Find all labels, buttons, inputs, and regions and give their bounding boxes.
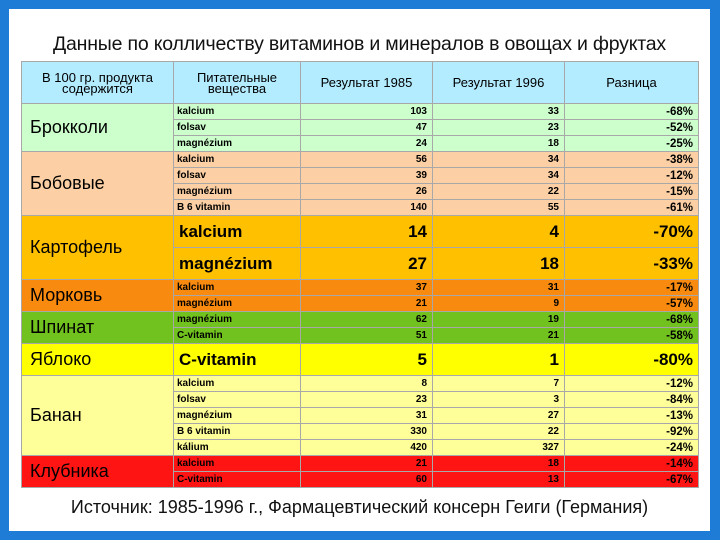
result-1985: 103 — [301, 104, 433, 120]
difference: -38% — [565, 152, 699, 168]
result-1985: 5 — [301, 344, 433, 376]
result-1985: 24 — [301, 136, 433, 152]
result-1996: 23 — [433, 120, 565, 136]
result-1996: 34 — [433, 168, 565, 184]
nutrient-name: magnézium — [174, 184, 301, 200]
header-product: В 100 гр. продукта содержится — [22, 62, 174, 104]
nutrient-name: kalcium — [174, 216, 301, 248]
nutrient-name: C-vitamin — [174, 472, 301, 488]
header-result-1985: Результат 1985 — [301, 62, 433, 104]
result-1996: 4 — [433, 216, 565, 248]
vitamin-table — [21, 61, 699, 488]
result-1996: 18 — [433, 248, 565, 280]
nutrient-name: C-vitamin — [174, 344, 301, 376]
table-row — [22, 152, 699, 168]
difference: -12% — [565, 168, 699, 184]
nutrient-name: magnézium — [174, 408, 301, 424]
difference: -13% — [565, 408, 699, 424]
nutrient-name: B 6 vitamin — [174, 200, 301, 216]
result-1996: 18 — [433, 136, 565, 152]
nutrient-name: kalcium — [174, 104, 301, 120]
difference: -68% — [565, 312, 699, 328]
result-1996: 7 — [433, 376, 565, 392]
result-1985: 27 — [301, 248, 433, 280]
result-1985: 51 — [301, 328, 433, 344]
result-1985: 8 — [301, 376, 433, 392]
result-1996: 327 — [433, 440, 565, 456]
table-row — [22, 312, 699, 328]
nutrient-name: kalcium — [174, 152, 301, 168]
nutrient-name: C-vitamin — [174, 328, 301, 344]
result-1985: 47 — [301, 120, 433, 136]
result-1996: 27 — [433, 408, 565, 424]
difference: -14% — [565, 456, 699, 472]
difference: -17% — [565, 280, 699, 296]
difference: -33% — [565, 248, 699, 280]
nutrient-name: kalcium — [174, 280, 301, 296]
table-row — [22, 376, 699, 392]
product-name: Яблоко — [22, 344, 174, 376]
result-1985: 420 — [301, 440, 433, 456]
source-note: Источник: 1985-1996 г., Фармацевтический консерн Геиги (Германия) — [70, 497, 649, 517]
product-name: Банан — [22, 376, 174, 456]
result-1996: 33 — [433, 104, 565, 120]
result-1985: 31 — [301, 408, 433, 424]
result-1985: 21 — [301, 296, 433, 312]
difference: -84% — [565, 392, 699, 408]
difference: -25% — [565, 136, 699, 152]
result-1985: 26 — [301, 184, 433, 200]
difference: -61% — [565, 200, 699, 216]
slide-title: Данные по колличеству витаминов и минералов в овощах и фруктах — [53, 33, 666, 55]
result-1985: 39 — [301, 168, 433, 184]
result-1985: 140 — [301, 200, 433, 216]
slide — [9, 9, 710, 531]
result-1996: 22 — [433, 184, 565, 200]
table-row — [22, 104, 699, 120]
result-1996: 34 — [433, 152, 565, 168]
difference: -24% — [565, 440, 699, 456]
table-header-row — [22, 62, 699, 104]
table-body — [22, 104, 699, 488]
product-name: Брокколи — [22, 104, 174, 152]
result-1985: 60 — [301, 472, 433, 488]
result-1996: 55 — [433, 200, 565, 216]
product-name: Клубника — [22, 456, 174, 488]
table-row — [22, 344, 699, 376]
table-row — [22, 456, 699, 472]
result-1996: 13 — [433, 472, 565, 488]
difference: -52% — [565, 120, 699, 136]
result-1985: 37 — [301, 280, 433, 296]
product-name: Картофель — [22, 216, 174, 280]
difference: -15% — [565, 184, 699, 200]
nutrient-name: kalcium — [174, 376, 301, 392]
nutrient-name: folsav — [174, 168, 301, 184]
header-difference: Разница — [565, 62, 699, 104]
table-row — [22, 280, 699, 296]
result-1996: 31 — [433, 280, 565, 296]
product-name: Морковь — [22, 280, 174, 312]
result-1996: 19 — [433, 312, 565, 328]
difference: -80% — [565, 344, 699, 376]
nutrient-name: magnézium — [174, 296, 301, 312]
result-1985: 23 — [301, 392, 433, 408]
product-name: Шпинат — [22, 312, 174, 344]
result-1996: 1 — [433, 344, 565, 376]
nutrient-name: magnézium — [174, 248, 301, 280]
nutrient-name: B 6 vitamin — [174, 424, 301, 440]
difference: -70% — [565, 216, 699, 248]
result-1996: 22 — [433, 424, 565, 440]
result-1985: 14 — [301, 216, 433, 248]
result-1996: 18 — [433, 456, 565, 472]
nutrient-name: kálium — [174, 440, 301, 456]
nutrient-name: kalcium — [174, 456, 301, 472]
header-nutrient: Питательные вещества — [174, 62, 301, 104]
nutrient-name: folsav — [174, 392, 301, 408]
result-1985: 330 — [301, 424, 433, 440]
nutrient-name: folsav — [174, 120, 301, 136]
header-result-1996: Результат 1996 — [433, 62, 565, 104]
difference: -58% — [565, 328, 699, 344]
table-row — [22, 216, 699, 248]
difference: -57% — [565, 296, 699, 312]
result-1996: 3 — [433, 392, 565, 408]
result-1985: 21 — [301, 456, 433, 472]
difference: -68% — [565, 104, 699, 120]
product-name: Бобовые — [22, 152, 174, 216]
result-1985: 62 — [301, 312, 433, 328]
difference: -67% — [565, 472, 699, 488]
difference: -92% — [565, 424, 699, 440]
nutrient-name: magnézium — [174, 136, 301, 152]
result-1996: 21 — [433, 328, 565, 344]
difference: -12% — [565, 376, 699, 392]
result-1985: 56 — [301, 152, 433, 168]
result-1996: 9 — [433, 296, 565, 312]
nutrient-name: magnézium — [174, 312, 301, 328]
